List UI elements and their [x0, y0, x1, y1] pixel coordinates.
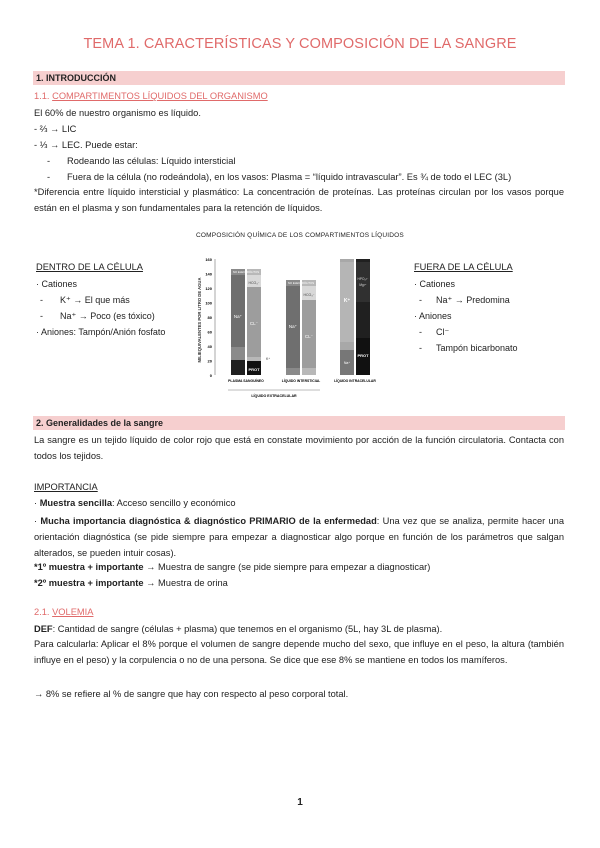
y-tick-label: 100: [205, 300, 212, 306]
y-tick-label: 140: [205, 271, 212, 277]
subsection-title: VOLEMIA: [52, 607, 94, 617]
y-ticks: [205, 257, 215, 378]
segment-label: HCO₃⁻: [303, 293, 315, 297]
subsection-heading-volemia: [34, 606, 93, 618]
y-tick-label: 0: [209, 373, 212, 378]
segment-label: Na⁺: [233, 314, 243, 319]
figure-caption: COMPOSICIÓN QUÍMICA DE LOS COMPARTIMENTOS LÍQUIDOS: [196, 232, 404, 239]
subsection-title: COMPARTIMENTOS LÍQUIDOS DEL ORGANISMO: [52, 91, 268, 101]
definition-line: [34, 623, 442, 635]
segment-label: NO ELECTRÓLITOS: [287, 281, 315, 285]
item-text: : Una vez que se analiza, permite hacer una orientación diagnóstica (se pide siempre para empezar a diagnosticar algo porque en función de los parámetros que salgan alterados, se pueden intuir cosas).: [34, 516, 564, 558]
segment-label: NO ELECTRÓLITOS: [232, 270, 260, 274]
def-text: : Cantidad de sangre (células + plasma) que tenemos en el organismo (5L, hay 3L de plasma).: [52, 624, 443, 634]
importancia-item: [34, 497, 236, 509]
item-bold: Muestra sencilla: [39, 498, 113, 508]
list-bullet: -: [419, 327, 422, 337]
paragraph-calculo: Para calcularla: Aplicar el 8% porque el volumen de sangre depende mucho del sexo, que influye en el peso, la altura (también influye en el peso) y la corpulencia o no de una persona. Se dice que ese 8% se mantiene en todos los mamíferos.: [34, 639, 564, 665]
importancia-heading: IMPORTANCIA: [34, 482, 98, 492]
segment-label: Na⁺: [343, 361, 351, 365]
segment-label: PROT: [248, 367, 260, 372]
left-column-heading: DENTRO DE LA CÉLULA: [36, 262, 143, 272]
subsection-number: 1.1.: [34, 91, 50, 101]
item-bold: Mucha importancia diagnóstica & diagnóstico PRIMARIO de la enfermedad: [40, 516, 377, 526]
right-column-item: Cl⁻: [436, 327, 450, 337]
left-column-item: K⁺ → El que más: [60, 295, 130, 305]
y-tick-label: 160: [205, 257, 212, 262]
category-label: LÍQUIDO INTERSTICIAL: [281, 379, 321, 383]
item-bold: *2º muestra + importante: [34, 578, 144, 588]
y-tick-label: 40: [207, 344, 212, 349]
y-tick-label: 120: [205, 286, 212, 291]
right-column-item: Tampón bicarbonato: [436, 343, 518, 353]
list-item: Rodeando las células: Líquido intersticial: [67, 156, 236, 166]
category-label: PLASMA SANGUÍNEO: [228, 379, 264, 383]
right-column-heading: FUERA DE LA CÉLULA: [414, 262, 513, 272]
paragraph-note: *Diferencia entre líquido intersticial y plasmático: La concentración de proteínas. Las proteínas circulan por los vasos porque están en el plasma y son fundamentales para la retención de líquidos.: [34, 187, 564, 213]
paragraph-line: El 60% de nuestro organismo es líquido.: [34, 108, 201, 118]
page-number: 1: [297, 797, 303, 808]
segment-label: HPO₄²⁻: [357, 277, 369, 281]
x-axis-label: LÍQUIDO EXTRACELULAR: [251, 394, 297, 398]
bar-intracelular: [340, 259, 370, 375]
list-bullet: -: [47, 156, 51, 166]
ion-composition-chart: [190, 250, 400, 405]
item-text: → Muestra de orina: [143, 578, 228, 588]
item-text: → Muestra de sangre (se pide siempre para empezar a diagnosticar): [143, 562, 431, 572]
importancia-item: [34, 577, 228, 589]
subsection-number: 2.1.: [34, 607, 50, 617]
section-heading-generalidades: 2. Generalidades de la sangre: [33, 416, 565, 430]
importancia-item: [34, 561, 430, 573]
y-tick-label: 20: [207, 358, 212, 364]
subsection-heading-compartimentos: [34, 90, 268, 102]
item-text: : Acceso sencillo y económico: [112, 498, 236, 508]
page-title: TEMA 1. CARACTERÍSTICAS Y COMPOSICIÓN DE LA SANGRE: [83, 36, 517, 52]
paragraph-line: - ⅓ → LEC. Puede estar:: [34, 140, 138, 150]
list-bullet: -: [419, 295, 422, 305]
list-bullet: -: [47, 172, 51, 182]
paragraph-line: - ⅔ → LIC: [34, 124, 77, 134]
section-heading-introduccion: 1. INTRODUCCIÓN: [33, 71, 565, 85]
left-column-item: · Cationes: [36, 279, 78, 289]
segment-label: CL⁻: [249, 321, 259, 326]
segment-label: Na⁺: [288, 324, 298, 329]
bar-intersticial: [286, 280, 316, 375]
list-bullet: -: [40, 311, 43, 321]
y-axis-label: MILIEQUIVALENTES POR LITRO DE AGUA: [197, 277, 202, 363]
right-column-item: Na⁺ → Predomina: [436, 295, 510, 305]
y-tick-label: 60: [207, 329, 212, 335]
right-column-item: · Aniones: [414, 311, 452, 321]
list-item: Fuera de la célula (no rodeándola), en los vasos: Plasma = “líquido intravascular”. Es ¾ de todo el LEC (3L): [67, 172, 512, 182]
segment-label: Mg²⁺: [359, 283, 367, 287]
prefix: ·: [34, 516, 41, 526]
segment-label: K⁺: [266, 357, 271, 361]
left-column-item: · Aniones: Tampón/Anión fosfato: [36, 327, 166, 337]
left-column-item: Na⁺ → Poco (es tóxico): [60, 311, 155, 321]
category-label: LÍQUIDO INTRACELULAR: [334, 379, 376, 383]
paragraph-note: → 8% se refiere al % de sangre que hay con respecto al peso corporal total.: [34, 689, 349, 699]
y-tick-label: 80: [207, 315, 212, 320]
importancia-item: [34, 513, 564, 561]
segment-label: K⁺: [343, 298, 351, 304]
segment-label: PROT: [357, 353, 369, 358]
list-bullet: -: [419, 343, 422, 353]
bar-plasma: [231, 269, 270, 375]
paragraph-intro: La sangre es un tejido líquido de color rojo que está en constate movimiento por acción de la función circulatoria. Contacta con todos los tejidos.: [34, 435, 564, 461]
right-column-item: · Cationes: [414, 279, 456, 289]
item-bold: *1º muestra + importante: [34, 562, 144, 572]
list-bullet: -: [40, 295, 43, 305]
segment-label: CL⁻: [304, 334, 314, 339]
def-label: DEF: [34, 624, 53, 634]
segment-label: HCO₃⁻: [248, 281, 260, 285]
prefix: ·: [34, 498, 40, 508]
